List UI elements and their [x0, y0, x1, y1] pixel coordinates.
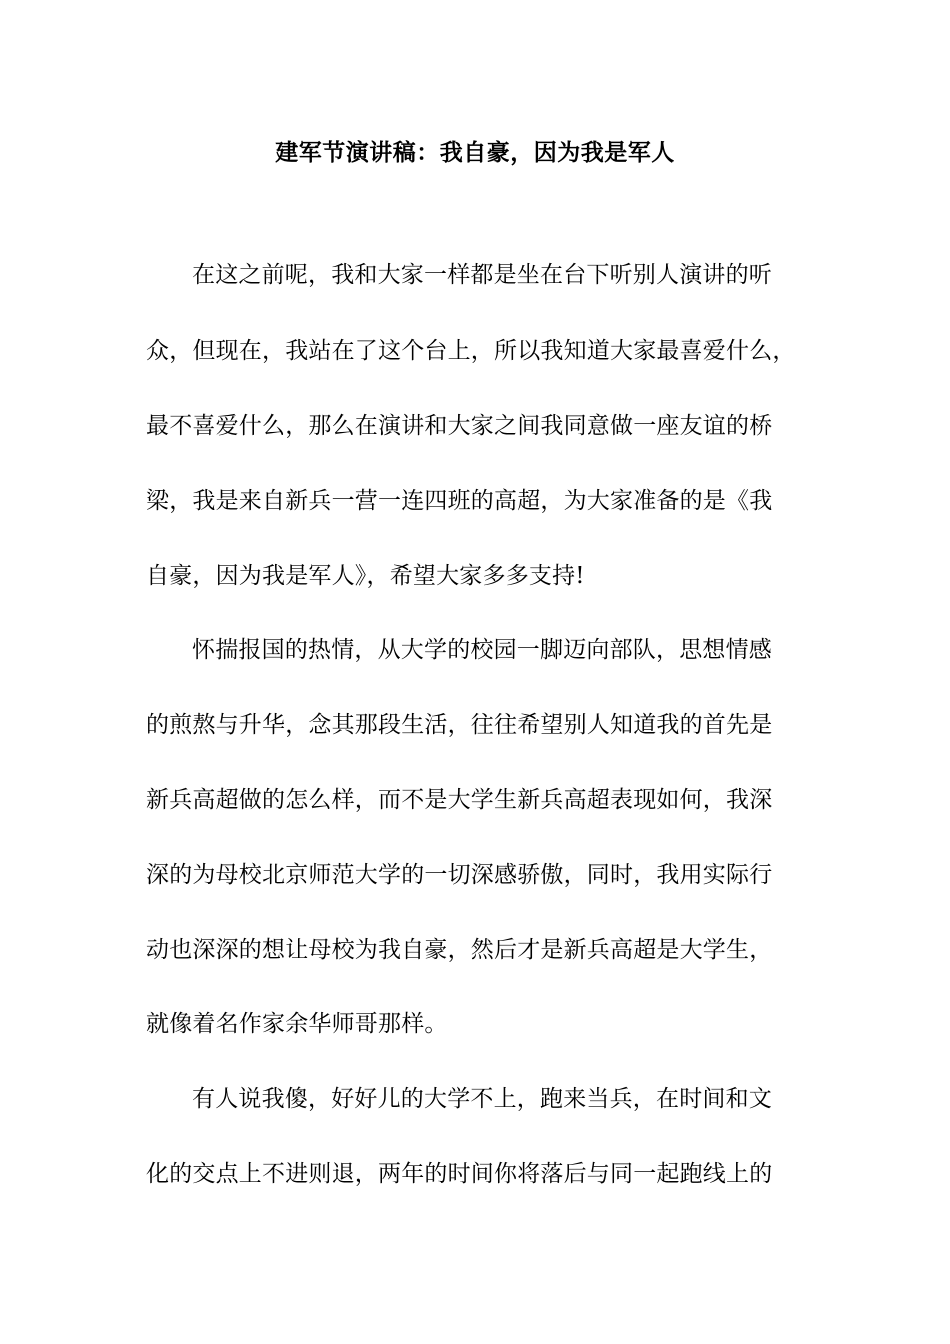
paragraph-2-line-2: 的煎熬与升华，念其那段生活，往往希望别人知道我的首先是: [146, 712, 773, 738]
paragraph-2-line-5: 动也深深的想让母校为我自豪，然后才是新兵高超是大学生，: [146, 937, 773, 963]
paragraph-1-line-3: 最不喜爱什么，那么在演讲和大家之间我同意做一座友谊的桥: [146, 413, 773, 439]
paragraph-2-line-6: 就像着名作家余华师哥那样。: [146, 1011, 448, 1037]
paragraph-1-line-1: 在这之前呢，我和大家一样都是坐在台下听别人演讲的听: [192, 262, 772, 288]
paragraph-2-line-4: 深的为母校北京师范大学的一切深感骄傲，同时，我用实际行: [146, 862, 773, 888]
document-title: 建军节演讲稿：我自豪，因为我是军人: [275, 139, 675, 166]
paragraph-2-line-3: 新兵高超做的怎么样，而不是大学生新兵高超表现如何，我深: [146, 787, 773, 813]
paragraph-1-line-4: 梁，我是来自新兵一营一连四班的高超，为大家准备的是《我: [146, 488, 773, 514]
paragraph-1-line-2: 众，但现在，我站在了这个台上，所以我知道大家最喜爱什么，: [146, 338, 796, 364]
paragraph-3-line-2: 化的交点上不进则退，两年的时间你将落后与同一起跑线上的: [146, 1161, 773, 1187]
paragraph-2-line-1: 怀揣报国的热情，从大学的校园一脚迈向部队，思想情感: [192, 637, 772, 663]
paragraph-1-line-5: 自豪，因为我是军人》，希望大家多多支持!: [146, 563, 585, 589]
paragraph-3-line-1: 有人说我傻，好好儿的大学不上，跑来当兵，在时间和文: [192, 1086, 772, 1112]
